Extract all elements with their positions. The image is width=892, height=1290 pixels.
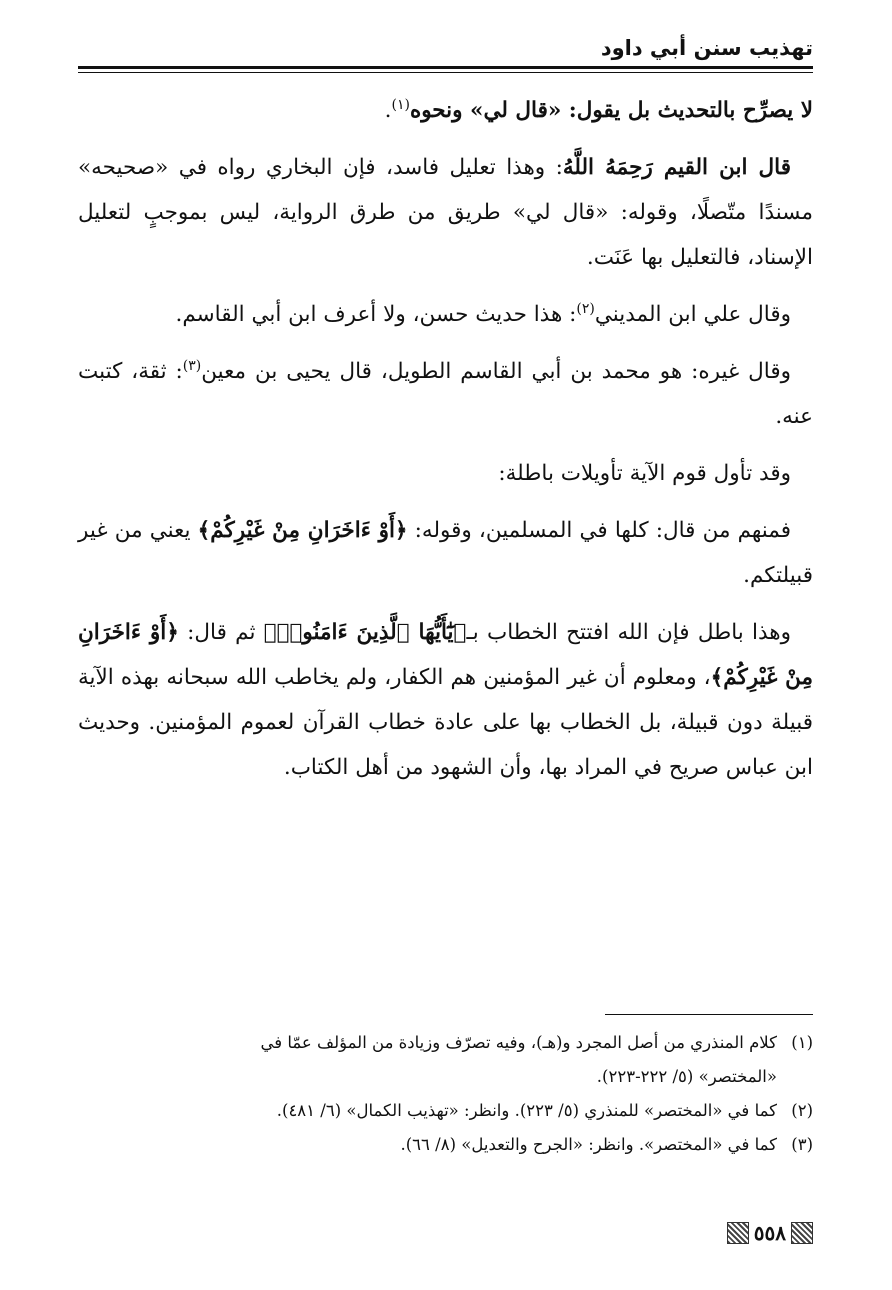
footnote-ref-2: (٢)	[576, 300, 595, 317]
p6-text: فمنهم من قال: كلها في المسلمين، وقوله:	[407, 518, 792, 543]
main-text	[78, 88, 813, 802]
footnote-1-number: (١)	[791, 1033, 813, 1052]
p4-tail: : ثقة، كتبت عنه.	[78, 359, 813, 429]
footnote-rule	[605, 1014, 813, 1015]
footnote-1	[78, 1026, 813, 1060]
square-ornament-icon	[791, 1222, 813, 1244]
paragraph-1	[78, 88, 813, 133]
footnote-1-text: كلام المنذري من أصل المجرد و(هـ)، وفيه تصرّف وزيادة من المؤلف عمّا في	[260, 1033, 777, 1052]
paragraph-2	[78, 145, 813, 280]
page-number-block	[727, 1220, 813, 1246]
p1-text: لا يصرِّح بالتحديث بل يقول: «قال لي» ونحوه	[409, 98, 813, 123]
footnote-2-text: كما في «المختصر» للمنذري (٥/ ٢٢٣). وانظر: «تهذيب الكمال» (٦/ ٤٨١).	[276, 1101, 777, 1120]
footnotes	[78, 1026, 813, 1162]
footnote-3-number: (٣)	[791, 1135, 813, 1154]
header-rule-thick	[78, 66, 813, 69]
running-header	[78, 28, 813, 68]
paragraph-5	[78, 451, 813, 496]
p2-lead: قال ابن القيم رَحِمَهُ اللَّهُ	[562, 155, 791, 180]
p3-text: وقال علي ابن المديني	[594, 302, 791, 327]
p5-text: وقد تأول قوم الآية تأويلات باطلة:	[498, 461, 791, 486]
footnote-2-number: (٢)	[791, 1101, 813, 1120]
footnote-ref-3: (٣)	[182, 357, 202, 374]
p3-tail: : هذا حديث حسن، ولا أعرف ابن أبي القاسم.	[175, 302, 577, 327]
square-ornament-icon	[727, 1222, 749, 1244]
paragraph-4	[78, 349, 813, 439]
p6-tail: يعني من غير قبيلتكم.	[78, 518, 813, 588]
header-title: تهذيب سنن أبي داود	[600, 36, 813, 60]
paragraph-6	[78, 508, 813, 598]
footnote-2	[78, 1094, 813, 1128]
header-rule-thin	[78, 72, 813, 73]
footnote-ref-1: (١)	[391, 96, 410, 113]
p7-text: وهذا باطل فإن الله افتتح الخطاب بـ	[466, 620, 792, 645]
p2-text: : وهذا تعليل فاسد، فإن البخاري رواه في «صحيحه» مسندًا متّصلًا، وقوله: «قال لي» طريق من طرق الرواية، ليس بموجبٍ لتعليل الإسناد، فالتعليل بها عَنَت.	[78, 155, 813, 270]
p7-quran-2: ﴿أَوْ ءَاخَرَانِ مِنْ غَيْرِكُمْ﴾	[78, 620, 813, 690]
p1-tail: .	[384, 98, 392, 123]
paragraph-3	[78, 292, 813, 337]
p7-mid: ثم قال:	[178, 620, 264, 645]
p7-tail: ، ومعلوم أن غير المؤمنين هم الكفار، ولم يخاطب الله سبحانه بهذه الآية قبيلة دون قبيلة، بل الخطاب بها على عادة خطاب القرآن لعموم المؤمنين. وحديث ابن عباس صريح في المراد بها، وأن الشهود من أهل الكتاب.	[78, 665, 813, 780]
paragraph-7	[78, 610, 813, 790]
p7-quran: ﴿يَٰٓأَيُّهَا ٱلَّذِينَ ءَامَنُوا۟﴾	[263, 620, 467, 645]
p6-quran: ﴿أَوْ ءَاخَرَانِ مِنْ غَيْرِكُمْ﴾	[197, 518, 408, 543]
footnote-3	[78, 1128, 813, 1162]
p4-text: وقال غيره: هو محمد بن أبي القاسم الطويل، قال يحيى بن معين	[201, 359, 791, 384]
footnote-1-continued: «المختصر» (٥/ ٢٢٢-٢٢٣).	[596, 1067, 777, 1086]
footnote-3-text: كما في «المختصر». وانظر: «الجرح والتعديل» (٨/ ٦٦).	[400, 1135, 777, 1154]
page-number: ٥٥٨	[753, 1221, 786, 1245]
